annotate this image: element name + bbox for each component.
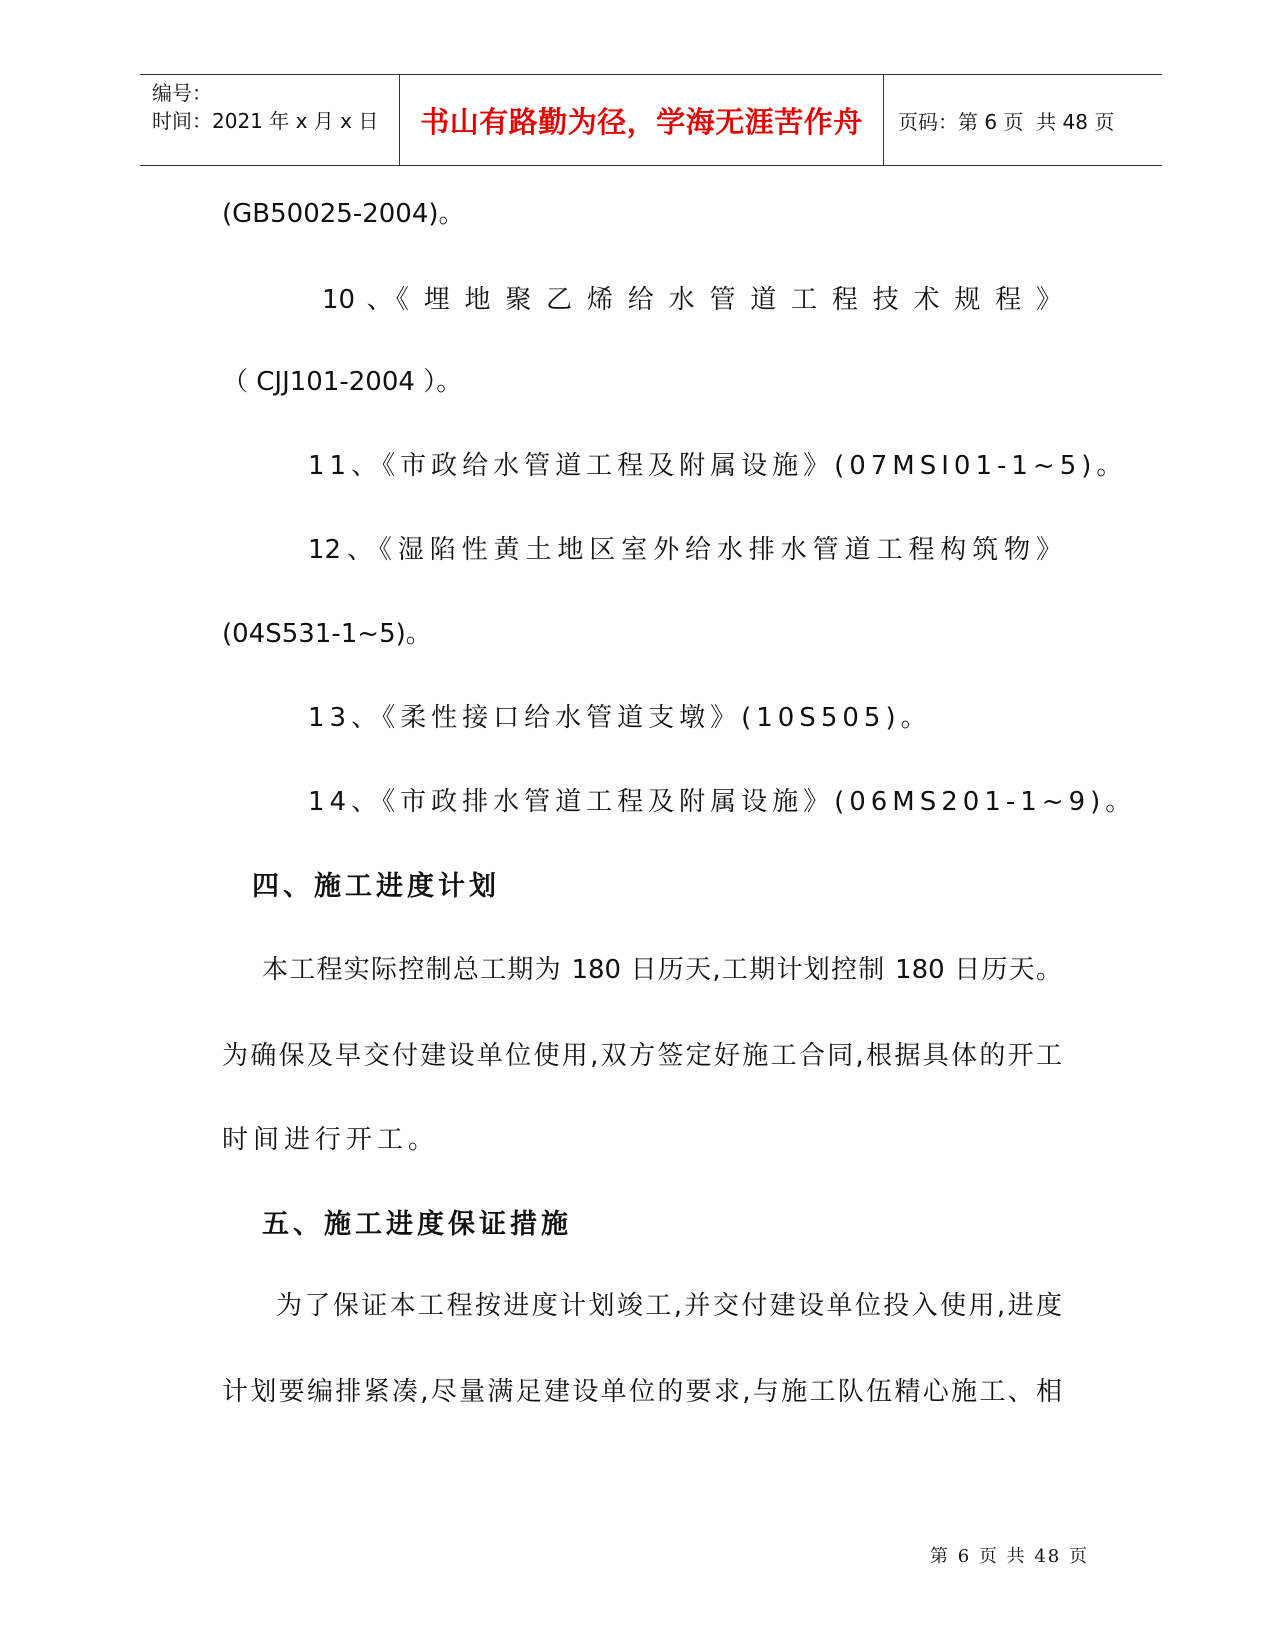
text-line: 12、《湿陷性黄土地区室外给水排水管道工程构筑物》 [308, 535, 1062, 565]
text-line: 为了保证本工程按进度计划竣工,并交付建设单位投入使用,进度 [276, 1291, 1062, 1321]
text-line: 本工程实际控制总工期为 180 日历天,工期计划控制 180 日历天。 [262, 955, 1062, 985]
page-footer: 第 6 页 共 48 页 [930, 1546, 1089, 1567]
text-line: 13、《柔性接口给水管道支墩》(10S505)。 [308, 703, 932, 733]
text-line: 时间进行开工。 [222, 1125, 440, 1155]
text-line: 计划要编排紧凑,尽量满足建设单位的要求,与施工队伍精心施工、相 [222, 1377, 1062, 1407]
header-motto-cell [400, 75, 884, 165]
text-line: (GB50025-2004)。 [222, 199, 465, 229]
header-page-info: 页码：第 6 页 共 48 页 [898, 109, 1115, 134]
header-meta [140, 75, 400, 165]
header-motto: 书山有路勤为径，学海无涯苦作舟 [420, 104, 863, 139]
text-line: （ CJJ101-2004 ）。 [222, 367, 463, 397]
text-line: (04S531-1~5)。 [222, 619, 432, 649]
document-number-label: 编号： [152, 81, 212, 105]
section-heading-schedule: 四、施工进度计划 [252, 871, 500, 902]
text-line: 10 、《 埋 地 聚 乙 烯 给 水 管 道 工 程 技 术 规 程 》 [322, 285, 1062, 315]
text-line: 14、《市政排水管道工程及附属设施》(06MS201-1~9)。 [308, 787, 1137, 817]
document-header [140, 74, 1162, 166]
section-heading-measures: 五、施工进度保证措施 [262, 1209, 572, 1240]
text-line: 11、《市政给水管道工程及附属设施》(07MSI01-1~5)。 [308, 451, 1128, 481]
text-line: 为确保及早交付建设单位使用,双方签定好施工合同,根据具体的开工 [222, 1041, 1062, 1071]
document-time-label: 时间：2021 年 x 月 x 日 [152, 109, 379, 133]
